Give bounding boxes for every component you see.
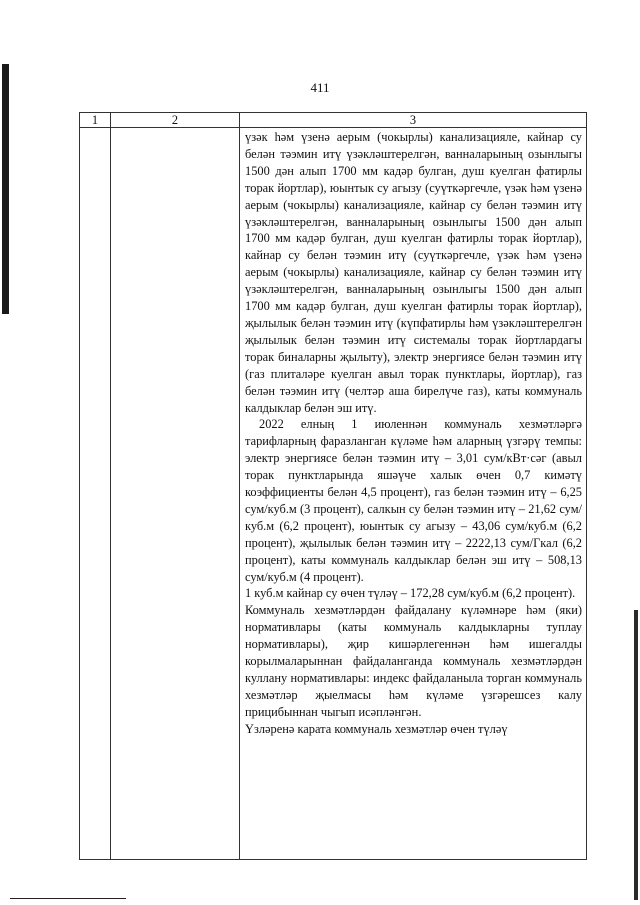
table-row — [80, 128, 587, 860]
table-header-row — [80, 113, 587, 128]
cell-col-1 — [80, 128, 111, 860]
scan-edge-mark-right — [634, 610, 638, 900]
cell-col-3 — [240, 128, 587, 860]
column-header-3: 3 — [240, 113, 587, 128]
page-number: 411 — [310, 80, 330, 95]
cell-text-area — [245, 129, 582, 859]
footer-rule — [10, 898, 126, 899]
paragraph-consumption-norms: Коммуналь хезмәтләрдән файдалану күләмнәре һәм (яки) нормативлары (каты коммуналь калдыкларны туплау нормативлары), җир кишәрлегеннән һәм ишегалды корылмаларыннан файдаланганда коммуналь хезмәтләрдән куллану нормативлары: индекс файдаланыла торган коммуналь хезмәтләр җыелмасы һәм күләме үзгәрешсез калу прицибыннан чыгып исәпләнгән. — [245, 603, 582, 719]
column-header-2: 2 — [111, 113, 240, 128]
paragraph-hot-water: 1 куб.м кайнар су өчен түләү – 172,28 сум/куб.м (6,2 процент). — [245, 586, 576, 601]
cell-col-2 — [111, 128, 240, 860]
scan-edge-mark-left — [2, 64, 9, 314]
column-header-1: 1 — [80, 113, 111, 128]
paragraph-continuation: Үзләренә карата коммуналь хезмәтләр өчен түләү — [245, 721, 508, 736]
paragraph-utilities-list: үзәк һәм үзенә аерым (чокырлы) канализацияле, кайнар су белән тәэмин итү үзәкләштерелгән, ванналарының озынлыгы 1500 дән алып 1700 мм кадәр булган, душ куелган фатирлы торак йортлар), юынтык су агызу (суүткәргечле, үзәк һәм үзенә аерым (чокырлы) канализацияле, кайнар су белән тәэмин итү үзәкләштерелгән, ванналарының озынлыгы 1500 дән алып 1700 мм кадәр булган, душ куелган фатирлы торак йортлар), кайнар су белән тәэмин итү (суүткәргечле, үзәк һәм үзенә аерым (чокырлы) канализацияле, кайнар су белән тәэмин итү үзәкләштерелгән, ванналарының озынлыгы 1500 дән алып 1700 мм кадәр булган, душ куелган фатирлы торак йортлар), җылылык белән тәэмин итү (күпфатирлы һәм үзәкләштерелгән җылылык белән тәэмин итү системалы торак йортлардагы торак биналарны җылыту), электр энергиясе белән тәэмин итү (газ плиталәре куелган авыл торак пунктлары, йортлар), газ белән тәэмин итү (челтәр аша бирелүче газ), каты коммуналь калдыклар белән эш итү. — [245, 130, 582, 415]
document-table — [79, 112, 587, 860]
paragraph-tariffs: 2022 елның 1 июленнән коммуналь хезмәтләргә тарифларның фаразланган күләме һәм аларның үзгәрү темпы: электр энергиясе белән тәэмин итү – 3,01 сум/кВт·сәг (авыл торак пунктларында яшәүче халык өчен 0,7 кимәтү коэффициенты белән 4,5 процент), газ белән тәэмин итү – 6,25 сум/куб.м (3 процент), салкын су белән тәэмин итү – 21,62 сум/куб.м (6,2 процент), юынтык су агызу – 43,06 сум/куб.м (6,2 процент), җылылык белән тәэмин итү – 2222,13 сум/Гкал (6,2 процент), каты коммуналь калдыклар белән эш итү – 508,13 сум/куб.м (4 процент). — [245, 417, 582, 584]
